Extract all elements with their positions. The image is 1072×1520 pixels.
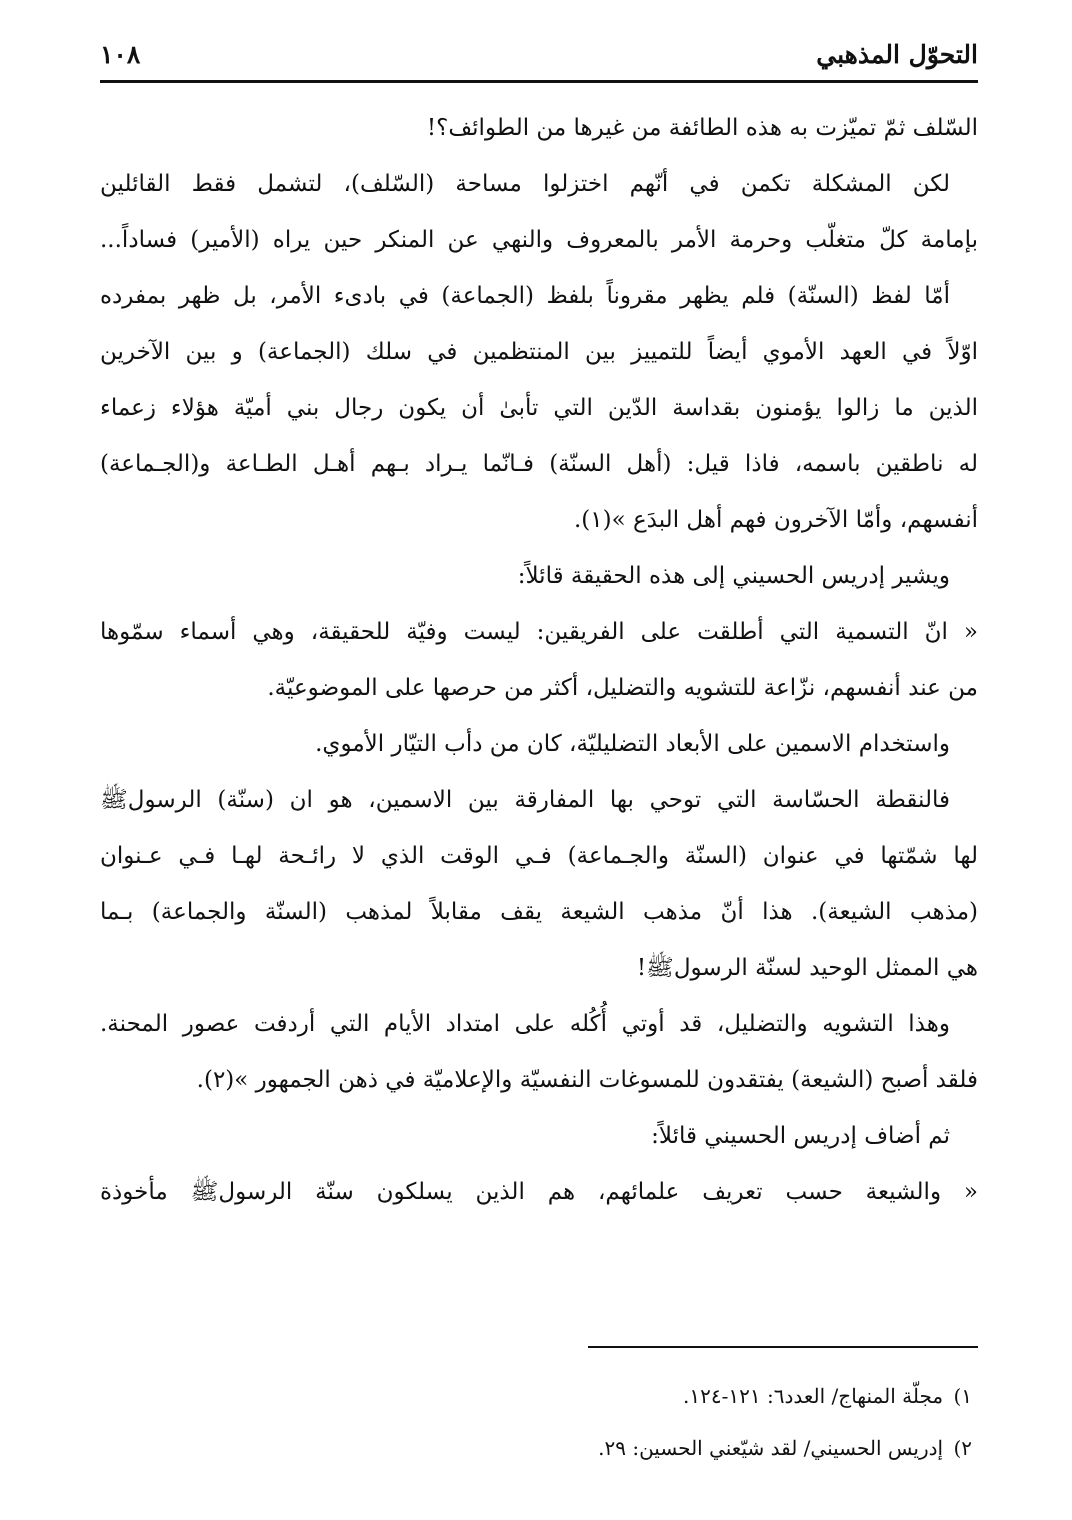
footnote-text: مجلّة المنهاج/ العدد٦: ١٢١-١٢٤. [683, 1384, 944, 1408]
text-line: الذين ما زالوا يؤمنون بقداسة الدّين التي تأبىٰ أن يكون رجال بني أميّة هؤلاء زعماء [100, 395, 978, 421]
running-title: التحوّل المذهبي [816, 40, 978, 69]
text-line: أمّا لفظ (السنّة) فلم يظهر مقروناً بلفظ (الجماعة) في بادىء الأمر، بل ظهر بمفرده [100, 283, 950, 309]
footnote-text: إدريس الحسيني/ لقد شيّعني الحسين: ٢٩. [598, 1436, 944, 1460]
page-header [100, 34, 978, 80]
footnote [100, 1422, 978, 1474]
quote-line: (مذهب الشيعة). هذا أنّ مذهب الشيعة يقف مقابلاً لمذهب (السنّة والجماعة) بـما [100, 899, 978, 925]
text-line: ويشير إدريس الحسيني إلى هذه الحقيقة قائلاً: [517, 563, 950, 589]
text-line: له ناطقين باسمه، فاذا قيل: (أهل السنّة) فـانّما يـراد بـهم أهـل الطـاعة و(الجـماعة) [100, 451, 978, 477]
page-number: ١٠٨ [100, 40, 141, 69]
footnote-divider [588, 1346, 978, 1348]
quote-line: واستخدام الاسمين على الأبعاد التضليليّة، كان من دأب التيّار الأموي. [315, 731, 950, 757]
text-line: السّلف ثمّ تميّزت به هذه الطائفة من غيرها من الطوائف؟! [426, 115, 978, 141]
footnote-number: ١) [953, 1384, 972, 1408]
text-line: لكن المشكلة تكمن في أنّهم اختزلوا مساحة (السّلف)، لتشمل فقط القائلين [100, 171, 950, 197]
quote-line: فالنقطة الحسّاسة التي توحي بها المفارقة بين الاسمين، هو ان (سنّة) الرسولﷺ [100, 787, 950, 813]
text-line: أنفسهم، وأمّا الآخرون فهم أهل البدَع »(١). [573, 507, 978, 533]
quote-line: لها شمّتها في عنوان (السنّة والجـماعة) فـي الوقت الذي لا رائـحة لهـا فـي عـنوان [100, 843, 978, 869]
quote-line: من عند أنفسهم، نزّاعة للتشويه والتضليل، أكثر من حرصها على الموضوعيّة. [267, 675, 978, 701]
text-line: اوّلاً في العهد الأموي أيضاً للتمييز بين المنتظمين في سلك (الجماعة) و بين الآخرين [100, 339, 978, 365]
footnote-number: ٢) [953, 1436, 972, 1460]
quote-line: هي الممثل الوحيد لسنّة الرسولﷺ! [636, 955, 978, 981]
quote-line: « والشيعة حسب تعريف علمائهم، هم الذين يسلكون سنّة الرسولﷺ مأخوذة [100, 1179, 978, 1205]
header-divider [100, 80, 978, 83]
body-text [100, 100, 978, 1220]
text-line: بإمامة كلّ متغلّب وحرمة الأمر بالمعروف والنهي عن المنكر حين يراه (الأمير) فساداً... [100, 227, 978, 253]
quote-line: فلقد أصبح (الشيعة) يفتقدون للمسوغات النفسيّة والإعلاميّة في ذهن الجمهور »(٢). [196, 1067, 978, 1093]
footnotes [100, 1370, 978, 1474]
quote-line: وهذا التشويه والتضليل، قد أوتي أُكُله على امتداد الأيام التي أردفت عصور المحنة. [100, 1011, 950, 1037]
quote-line: « انّ التسمية التي أطلقت على الفريقين: ليست وفيّة للحقيقة، وهي أسماء سمّوها [100, 619, 978, 645]
footnote [100, 1370, 978, 1422]
text-line: ثم أضاف إدريس الحسيني قائلاً: [651, 1123, 950, 1149]
